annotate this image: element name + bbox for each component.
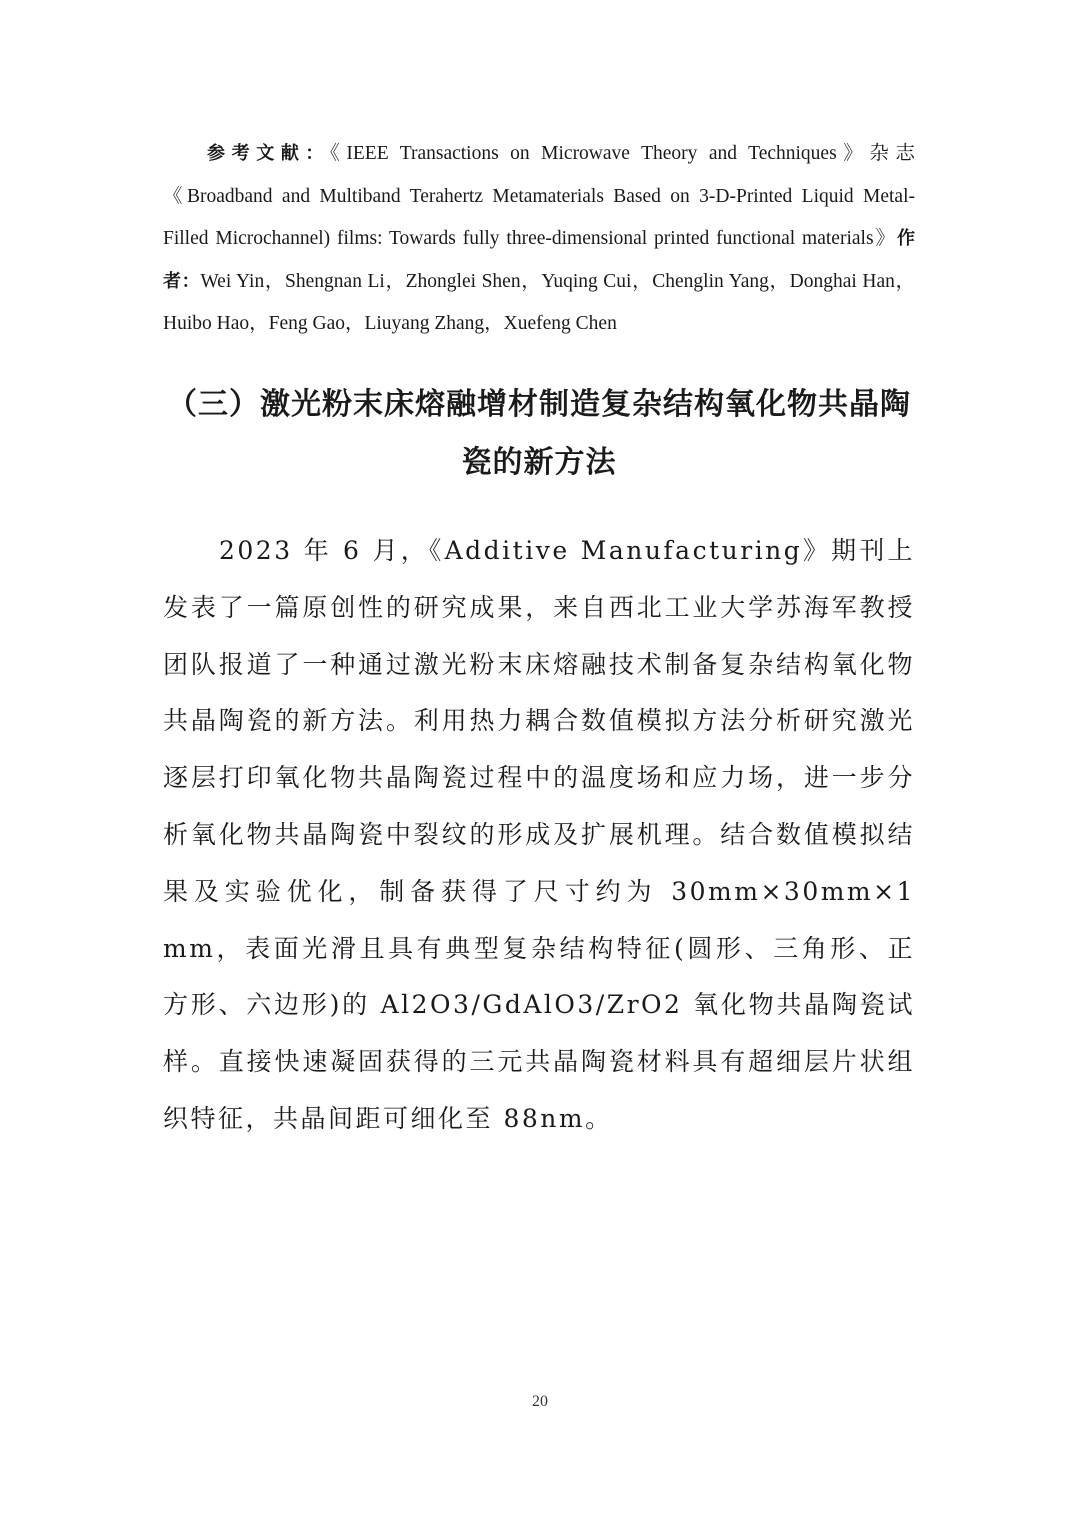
section-heading: （三）激光粉末床熔融增材制造复杂结构氧化物共晶陶瓷的新方法: [167, 387, 911, 480]
references-citation: 《IEEE Transactions on Microwave Theory and Techniques》杂志《Broadband and Multiband Terahertz Metamaterials Based on 3-D-Printed Liquid Metal-Filled Microchannel) films: Towards fully three-dimensional printed functional materials》: [163, 143, 915, 249]
section-body-paragraph: 2023 年 6 月，《Additive Manufacturing》期刊上发表了一篇原创性的研究成果，来自西北工业大学苏海军教授团队报道了一种通过激光粉末床熔融技术制备复杂结构氧化物共晶陶瓷的新方法。利用热力耦合数值模拟方法分析研究激光逐层打印氧化物共晶陶瓷过程中的温度场和应力场，进一步分析氧化物共晶陶瓷中裂纹的形成及扩展机理。结合数值模拟结果及实验优化，制备获得了尺寸约为 30mm×30mm×1 mm，表面光滑且具有典型复杂结构特征(圆形、三角形、正方形、六边形)的 Al2O3/GdAlO3/ZrO2 氧化物共晶陶瓷试样。直接快速凝固获得的三元共晶陶瓷材料具有超细层片状组织特征，共晶间距可细化至 88nm。: [163, 536, 915, 1133]
page-number: 20: [532, 1393, 548, 1410]
authors-label: 作者：: [163, 228, 915, 292]
references-label: 参考文献：: [207, 143, 331, 164]
references-paragraph: [163, 133, 915, 346]
authors-list: Wei Yin，Shengnan Li，Zhonglei Shen，Yuqing Cui，Chenglin Yang，Donghai Han，Huibo Hao，Feng Gao，Liuyang Zhang，Xuefeng Chen: [163, 270, 916, 334]
